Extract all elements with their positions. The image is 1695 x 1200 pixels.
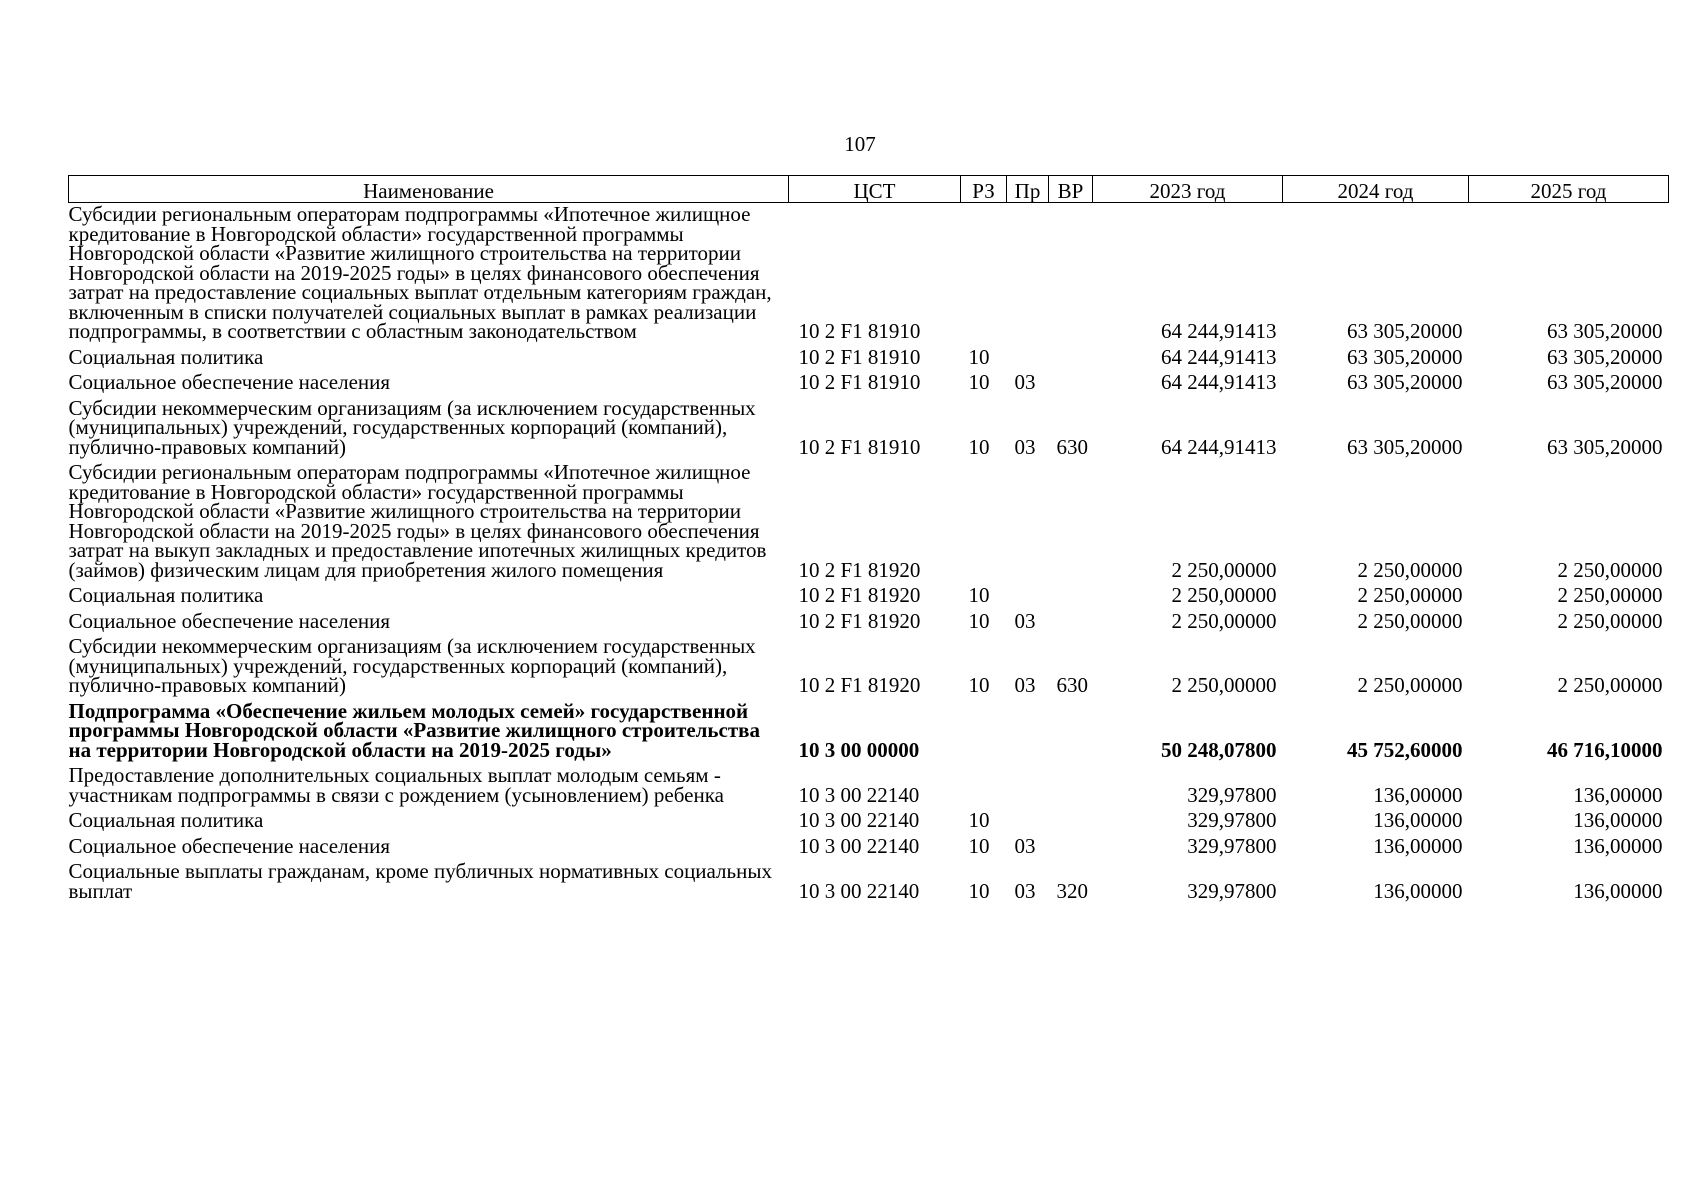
row-2024: 136,00000 bbox=[1373, 878, 1463, 903]
row-2023: 64 244,91413 bbox=[1161, 319, 1277, 343]
row-name: Социальная политика bbox=[68, 583, 264, 607]
row-name: Социальная политика bbox=[68, 808, 264, 832]
row-pr: 03 bbox=[1014, 833, 1036, 858]
row-rz: 10 bbox=[968, 833, 990, 858]
row-rz: 10 bbox=[968, 673, 990, 697]
row-2023: 64 244,91413 bbox=[1161, 344, 1277, 369]
row-rz: 10 bbox=[968, 434, 990, 459]
header-pr: Пр bbox=[1007, 176, 1049, 203]
row-pr: 03 bbox=[1014, 878, 1036, 903]
row-vr bbox=[1049, 586, 1093, 612]
row-pr bbox=[1007, 463, 1049, 586]
table-row bbox=[69, 862, 1669, 907]
row-rz bbox=[961, 766, 1007, 811]
row-2025: 2 250,00000 bbox=[1557, 583, 1663, 607]
row-vr: 630 bbox=[1056, 434, 1088, 459]
row-name: Субсидии некоммерческим организациям (за исключением государственных (муниципальных) учреждений, государственных корпораций (компаний), публично-правовых компаний) bbox=[68, 634, 756, 697]
table-row bbox=[69, 463, 1669, 586]
row-cst: 10 2 F1 81920 bbox=[798, 608, 921, 633]
row-name: Социальные выплаты гражданам, кроме публичных нормативных социальных выплат bbox=[68, 859, 772, 903]
row-2024: 63 305,20000 bbox=[1347, 319, 1463, 343]
row-pr: 03 bbox=[1014, 370, 1036, 394]
row-2025: 46 716,10000 bbox=[1547, 737, 1663, 762]
row-vr bbox=[1049, 837, 1093, 863]
row-vr bbox=[1049, 766, 1093, 811]
table-row bbox=[69, 373, 1669, 399]
row-cst: 10 2 F1 81910 bbox=[798, 344, 921, 369]
row-2024: 2 250,00000 bbox=[1357, 583, 1463, 607]
row-2025: 2 250,00000 bbox=[1557, 557, 1663, 582]
row-2024: 136,00000 bbox=[1373, 833, 1463, 858]
row-2025: 136,00000 bbox=[1573, 782, 1663, 807]
budget-table bbox=[68, 175, 1669, 907]
table-row bbox=[69, 203, 1669, 348]
row-vr: 320 bbox=[1056, 878, 1088, 903]
row-name: Субсидии некоммерческим организациям (за исключением государственных (муниципальных) учреждений, государственных корпораций (компаний), публично-правовых компаний) bbox=[68, 395, 756, 459]
row-name: Социальное обеспечение населения bbox=[68, 833, 391, 858]
row-2024: 2 250,00000 bbox=[1357, 557, 1463, 582]
row-pr bbox=[1007, 766, 1049, 811]
table-row bbox=[69, 637, 1669, 702]
header-cst: ЦСТ bbox=[789, 176, 961, 203]
row-pr: 03 bbox=[1014, 608, 1036, 633]
row-2023: 329,97800 bbox=[1187, 808, 1277, 832]
row-rz: 10 bbox=[968, 808, 990, 832]
row-2024: 2 250,00000 bbox=[1357, 608, 1463, 633]
row-2025: 136,00000 bbox=[1573, 808, 1663, 832]
row-cst: 10 3 00 22140 bbox=[798, 833, 920, 858]
row-2023: 64 244,91413 bbox=[1161, 370, 1277, 394]
table-header-row bbox=[69, 176, 1669, 203]
row-2024: 45 752,60000 bbox=[1347, 737, 1463, 762]
row-vr bbox=[1049, 811, 1093, 837]
row-rz: 10 bbox=[968, 583, 990, 607]
row-2023: 2 250,00000 bbox=[1171, 583, 1277, 607]
page-number: 107 bbox=[844, 132, 876, 156]
table-row bbox=[69, 766, 1669, 811]
row-cst: 10 2 F1 81910 bbox=[798, 319, 921, 343]
row-rz bbox=[961, 203, 1007, 348]
row-vr bbox=[1049, 612, 1093, 638]
row-vr bbox=[1049, 373, 1093, 399]
row-2025: 63 305,20000 bbox=[1547, 370, 1663, 394]
row-2025: 63 305,20000 bbox=[1547, 319, 1663, 343]
row-name: Подпрограмма «Обеспечение жильем молодых семей» государственной программы Новгородской области «Развитие жилищного строительства на территории Новгородской области на 2019-2025 годы» bbox=[68, 698, 761, 762]
row-cst: 10 2 F1 81910 bbox=[798, 370, 921, 394]
row-2023: 2 250,00000 bbox=[1171, 608, 1277, 633]
row-2024: 63 305,20000 bbox=[1347, 370, 1463, 394]
row-cst: 10 2 F1 81910 bbox=[798, 434, 921, 459]
row-2023: 329,97800 bbox=[1187, 833, 1277, 858]
row-2025: 63 305,20000 bbox=[1547, 344, 1663, 369]
header-2025: 2025 год bbox=[1469, 176, 1669, 203]
row-2025: 136,00000 bbox=[1573, 833, 1663, 858]
row-rz bbox=[961, 702, 1007, 767]
table-row bbox=[69, 399, 1669, 464]
row-2023: 329,97800 bbox=[1187, 782, 1277, 807]
row-2023: 2 250,00000 bbox=[1171, 673, 1277, 697]
row-name: Социальная политика bbox=[68, 344, 264, 369]
row-cst: 10 3 00 00000 bbox=[798, 737, 920, 762]
row-vr bbox=[1049, 702, 1093, 767]
row-rz: 10 bbox=[968, 370, 990, 394]
row-name: Предоставление дополнительных социальных выплат молодым семьям - участникам подпрограммы в связи с рождением (усыновлением) ребенка bbox=[68, 763, 724, 807]
row-pr bbox=[1007, 702, 1049, 767]
table-row bbox=[69, 586, 1669, 612]
table-row-subprogram bbox=[69, 702, 1669, 767]
row-vr: 630 bbox=[1056, 673, 1088, 697]
row-2024: 136,00000 bbox=[1373, 808, 1463, 832]
row-cst: 10 3 00 22140 bbox=[798, 808, 920, 832]
row-pr: 03 bbox=[1014, 434, 1036, 459]
row-vr bbox=[1049, 348, 1093, 374]
row-name: Субсидии региональным операторам подпрограммы «Ипотечное жилищное кредитование в Новгородской области» государственной программы Новгородской области «Развитие жилищного строительства на территории Новгородской области на 2019-2025 годы» в целях финансового обеспечения затрат на предоставление социальных выплат отдельным категориям граждан, включенным в списки получателей социальных выплат в рамках реализации подпрограммы, в соответствии с областным законодательством bbox=[68, 202, 772, 343]
row-rz bbox=[961, 463, 1007, 586]
row-name: Социальное обеспечение населения bbox=[68, 608, 391, 633]
row-pr bbox=[1007, 586, 1049, 612]
row-cst: 10 2 F1 81920 bbox=[798, 557, 921, 582]
row-rz: 10 bbox=[968, 344, 990, 369]
row-2024: 63 305,20000 bbox=[1347, 344, 1463, 369]
table-body bbox=[69, 203, 1669, 908]
table-row bbox=[69, 811, 1669, 837]
row-2025: 136,00000 bbox=[1573, 878, 1663, 903]
row-2025: 2 250,00000 bbox=[1557, 608, 1663, 633]
row-rz: 10 bbox=[968, 608, 990, 633]
header-name: Наименование bbox=[69, 176, 789, 203]
row-vr bbox=[1049, 203, 1093, 348]
row-pr: 03 bbox=[1014, 673, 1036, 697]
row-pr bbox=[1007, 811, 1049, 837]
row-2024: 136,00000 bbox=[1373, 782, 1463, 807]
row-cst: 10 2 F1 81920 bbox=[798, 673, 921, 697]
row-cst: 10 3 00 22140 bbox=[798, 878, 920, 903]
row-2023: 50 248,07800 bbox=[1161, 737, 1277, 762]
header-vr: ВР bbox=[1049, 176, 1093, 203]
row-cst: 10 2 F1 81920 bbox=[798, 583, 921, 607]
row-name: Социальное обеспечение населения bbox=[68, 370, 391, 394]
row-name: Субсидии региональным операторам подпрограммы «Ипотечное жилищное кредитование в Новгородской области» государственной программы Новгородской области «Развитие жилищного строительства на территории Новгородской области на 2019-2025 годы» в целях финансового обеспечения затрат на выкуп закладных и предоставление ипотечных жилищных кредитов (займов) физическим лицам для приобретения жилого помещения bbox=[68, 460, 767, 582]
row-2025: 2 250,00000 bbox=[1557, 673, 1663, 697]
row-2025: 63 305,20000 bbox=[1547, 434, 1663, 459]
header-2023: 2023 год bbox=[1093, 176, 1283, 203]
row-rz: 10 bbox=[968, 878, 990, 903]
row-2023: 329,97800 bbox=[1187, 878, 1277, 903]
row-2024: 63 305,20000 bbox=[1347, 434, 1463, 459]
row-2023: 2 250,00000 bbox=[1171, 557, 1277, 582]
header-rz: РЗ bbox=[961, 176, 1007, 203]
row-cst: 10 3 00 22140 bbox=[798, 782, 920, 807]
row-vr bbox=[1049, 463, 1093, 586]
row-2024: 2 250,00000 bbox=[1357, 673, 1463, 697]
header-2024: 2024 год bbox=[1283, 176, 1469, 203]
row-2023: 64 244,91413 bbox=[1161, 434, 1277, 459]
row-pr bbox=[1007, 203, 1049, 348]
